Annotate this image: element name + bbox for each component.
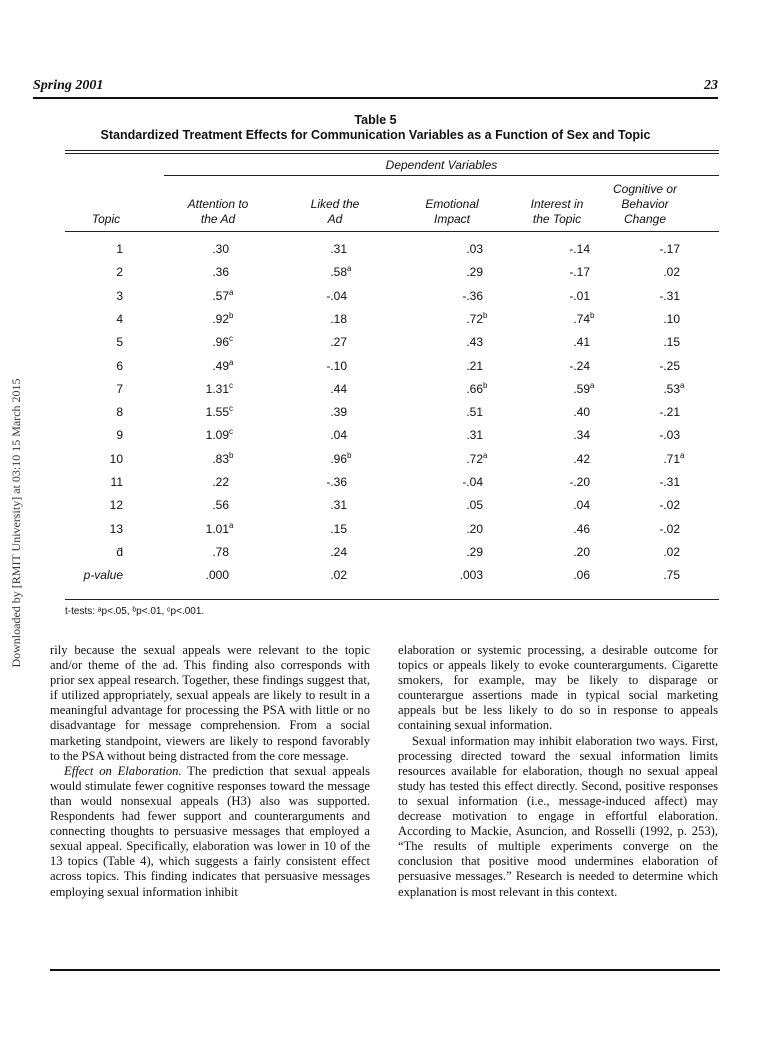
value-cell: -.20 <box>569 475 590 489</box>
value-cell: .15 <box>330 521 347 536</box>
body-column-right <box>398 643 718 900</box>
header-rule <box>33 97 718 99</box>
value-cell: .42 <box>573 451 590 466</box>
topic-cell: 7 <box>116 381 123 396</box>
value-cell: .96c <box>212 334 233 350</box>
running-header <box>33 78 718 98</box>
value-cell: .20 <box>573 544 590 559</box>
value-cell: .78 <box>212 544 229 559</box>
value-cell: .29 <box>466 544 483 559</box>
value-cell: .34 <box>573 428 590 443</box>
topic-cell: d̄ <box>116 544 123 559</box>
value-cell: .92b <box>212 310 234 326</box>
value-cell: .27 <box>330 335 347 350</box>
value-cell: .06 <box>573 568 590 583</box>
value-cell: -.02 <box>659 498 680 513</box>
value-cell: -.02 <box>659 521 680 536</box>
value-cell: .57a <box>212 287 234 303</box>
value-cell: .49a <box>212 357 234 373</box>
table-row <box>65 498 719 518</box>
value-cell: .83b <box>212 450 234 466</box>
value-cell: -.25 <box>659 358 680 373</box>
footer-rule <box>50 969 720 971</box>
value-cell: .02 <box>330 568 347 583</box>
value-cell: .30 <box>212 242 229 256</box>
value-cell: .46 <box>573 521 590 536</box>
paragraph: rily because the sexual appeals were relevant to the topic and/or theme of the ad. This finding also corresponds with prior sex appeal research. Together, these findings suggest that, if utilized appropriately, sexual appeals are likely to result in a meaningful advantage for processing the PSA with little or no disadvantage for message comprehension. From a social marketing standpoint, viewers are likely to respond favorably to the PSA without being distracted from the core message. <box>50 643 370 763</box>
table-row <box>65 382 719 402</box>
table-row <box>65 545 719 565</box>
value-cell: -.14 <box>569 242 590 256</box>
value-cell: -.31 <box>659 475 680 489</box>
value-cell: .18 <box>330 311 347 326</box>
value-cell: 1.31c <box>205 380 233 396</box>
table-bottom-rule <box>65 599 719 600</box>
column-header-line: Change <box>623 212 667 226</box>
value-cell: -.04 <box>326 288 347 303</box>
topic-cell: 6 <box>116 358 123 373</box>
table-row <box>65 452 719 472</box>
topic-cell: 3 <box>116 288 123 303</box>
value-cell: .04 <box>330 428 347 443</box>
download-watermark: Downloaded by [RMIT University] at 03:10 15 March 2015 <box>9 378 23 668</box>
value-cell: .22 <box>212 475 229 489</box>
table-row <box>65 475 719 495</box>
value-cell: .15 <box>663 335 680 350</box>
paragraph-lead: Effect on Elaboration. <box>64 763 182 778</box>
topic-column-header: Topic <box>91 212 121 226</box>
value-cell: .74b <box>573 310 595 326</box>
value-cell: .75 <box>663 568 680 583</box>
table-row <box>65 312 719 332</box>
value-cell: -.36 <box>462 288 483 303</box>
value-cell: .40 <box>573 405 590 420</box>
header-bottom-rule <box>65 231 719 232</box>
value-cell: -.36 <box>326 475 347 489</box>
table-row <box>65 405 719 425</box>
value-cell: .29 <box>466 265 483 280</box>
value-cell: .31 <box>330 498 347 513</box>
dependent-variables-rule <box>164 175 719 176</box>
column-header-line: Impact <box>433 212 470 226</box>
value-cell: .66b <box>466 380 488 396</box>
table-title: Table 5 <box>354 113 397 127</box>
journal-issue: Spring 2001 <box>33 78 104 93</box>
value-cell: .41 <box>573 335 590 350</box>
value-cell: .21 <box>466 358 483 373</box>
paragraph: Sexual information may inhibit elaboration two ways. First, processing directed toward the sexual information limits resources available for elaboration, though no sexual appeal study has tested this effect directly. Second, positive responses to sexual information (i.e., message-induced affect) may decrease motivation to engage in effortful elaboration. According to Mackie, Asuncion, and Rosselli (1992, p. 253), “The results of multiple experiments converge on the conclusion that positive mood undermines elaboration of persuasive messages.” Research is needed to determine which explanation is most relevant in this context. <box>398 733 718 899</box>
table-row <box>65 359 719 379</box>
value-cell: .71a <box>663 450 685 466</box>
topic-cell: 1 <box>116 242 123 256</box>
topic-cell: 8 <box>116 405 123 420</box>
paragraph: elaboration or systemic processing, a desirable outcome for topics or appeals likely to evoke counterarguments. Cigarette smokers, for example, may be likely to disparage or counterargue assertions made in typical social marketing appeals but be less likely to do so in response to appeals containing sexual information. <box>398 643 718 733</box>
value-cell: .72b <box>466 310 488 326</box>
value-cell: .44 <box>330 381 347 396</box>
value-cell: -.03 <box>659 428 680 443</box>
column-header-line: Ad <box>327 212 343 226</box>
table-top-rule <box>65 150 719 151</box>
value-cell: .02 <box>663 265 680 280</box>
column-header-line: Attention to <box>187 197 249 211</box>
column-header-line: Cognitive or <box>612 182 678 196</box>
value-cell: .53a <box>663 380 685 396</box>
value-cell: .10 <box>663 311 680 326</box>
topic-cell: 13 <box>109 521 123 536</box>
table-row <box>65 265 719 285</box>
value-cell: .56 <box>212 498 229 513</box>
value-cell: -.04 <box>462 475 483 489</box>
column-header-line: Liked the <box>310 197 360 211</box>
value-cell: .31 <box>466 428 483 443</box>
value-cell: 1.55c <box>205 404 233 420</box>
table-row <box>65 335 719 355</box>
topic-cell: 11 <box>110 475 123 489</box>
table-row <box>65 242 719 262</box>
value-cell: .31 <box>330 242 347 256</box>
value-cell: .51 <box>466 405 483 420</box>
table-row <box>65 568 719 588</box>
topic-cell: 5 <box>116 335 123 350</box>
value-cell: -.01 <box>569 288 590 303</box>
value-cell: .20 <box>466 521 483 536</box>
page-number: 23 <box>704 78 718 93</box>
value-cell: -.17 <box>569 265 590 280</box>
value-cell: .59a <box>573 380 595 396</box>
value-cell: .58a <box>330 264 352 280</box>
body-column-left <box>50 643 370 900</box>
value-cell: .96b <box>330 450 352 466</box>
topic-cell: 2 <box>116 265 123 280</box>
value-cell: .36 <box>212 265 229 280</box>
column-header-line: the Ad <box>200 212 236 226</box>
value-cell: -.24 <box>569 358 590 373</box>
topic-cell: 9 <box>116 428 123 443</box>
value-cell: .03 <box>466 242 483 256</box>
value-cell: .05 <box>466 498 483 513</box>
value-cell: .43 <box>466 335 483 350</box>
value-cell: 1.01a <box>205 520 234 536</box>
column-header-line: Behavior <box>621 197 669 211</box>
value-cell: .02 <box>663 544 680 559</box>
value-cell: .003 <box>459 568 483 583</box>
table-row <box>65 522 719 542</box>
column-header-line: the Topic <box>532 212 582 226</box>
table-top-rule-2 <box>65 153 719 154</box>
topic-cell: p-value <box>83 568 123 583</box>
topic-cell: 10 <box>109 451 123 466</box>
table-row <box>65 428 719 448</box>
value-cell: -.31 <box>659 288 680 303</box>
value-cell: -.21 <box>659 405 680 420</box>
table-row <box>65 289 719 309</box>
value-cell: .04 <box>573 498 590 513</box>
value-cell: .000 <box>205 568 229 583</box>
paragraph: Effect on Elaboration. The prediction that sexual appeals would stimulate fewer cognitive responses toward the message than would nonsexual appeals (H3) also was supported. Respondents had fewer support and counterarguments and connecting thoughts to persuasive messages that employed a sexual appeal. Specifically, elaboration was lower in 10 of the 13 topics (Table 4), which suggests a fairly consistent effect across topics. This finding indicates that persuasive messages employing sexual information inhibit <box>50 763 370 899</box>
table-footnote: t-tests: ᵃp<.05, ᵇp<.01, ᶜp<.001. <box>65 606 205 617</box>
topic-cell: 12 <box>109 498 123 513</box>
column-header-line: Emotional <box>425 197 479 211</box>
value-cell: 1.09c <box>205 427 233 443</box>
dependent-variables-header: Dependent Variables <box>385 158 498 172</box>
value-cell: -.10 <box>326 358 347 373</box>
value-cell: .72a <box>466 450 488 466</box>
table-caption: Standardized Treatment Effects for Communication Variables as a Function of Sex and Topic <box>100 128 651 142</box>
value-cell: .24 <box>330 544 347 559</box>
column-header-line: Interest in <box>530 197 584 211</box>
value-cell: -.17 <box>659 242 680 256</box>
topic-cell: 4 <box>116 311 123 326</box>
value-cell: .39 <box>330 405 347 420</box>
